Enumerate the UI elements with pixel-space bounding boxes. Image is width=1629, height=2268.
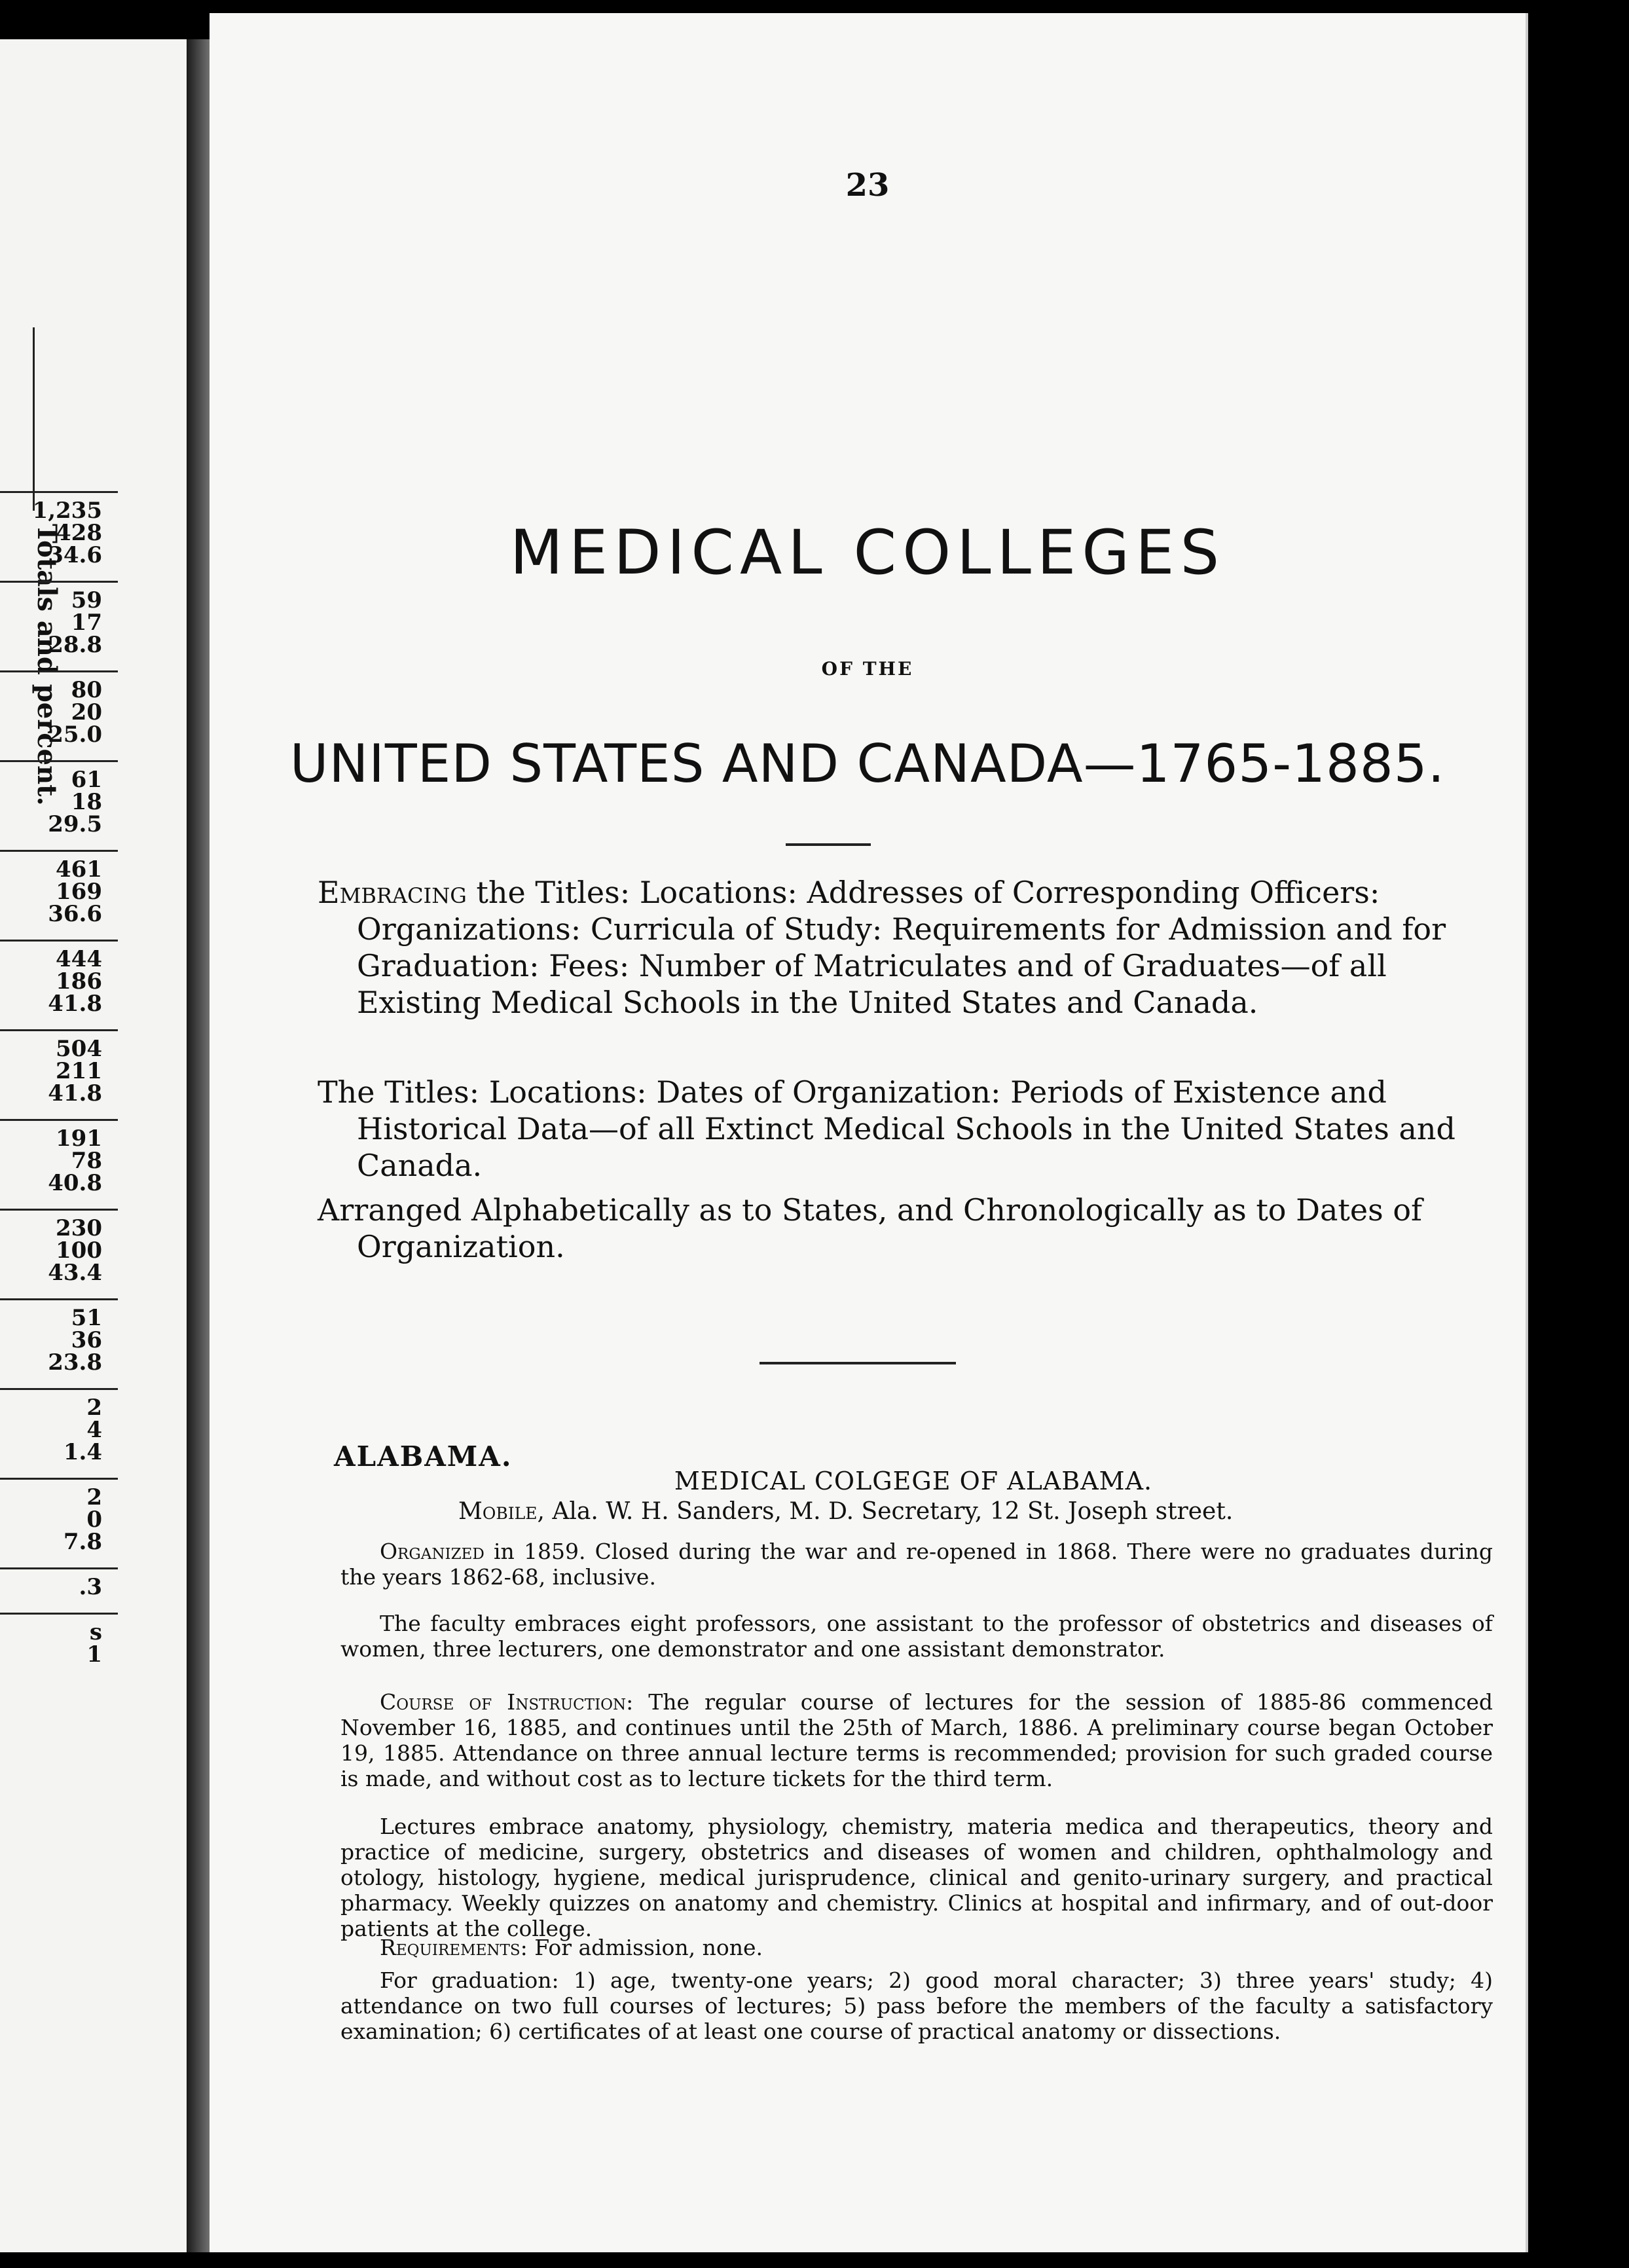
- section-lead: Course of Instruction:: [380, 1689, 634, 1715]
- left-page-edge: [0, 39, 189, 2252]
- section-faculty: [340, 1611, 1493, 1671]
- totals-group: [0, 491, 118, 581]
- section-text: The faculty embraces eight professors, one assistant to the professor of obstetrics and diseases of women, three lecturers, one demonstrator and one assistant demonstrator.: [340, 1611, 1493, 1662]
- intro-paragraph: [318, 1192, 1476, 1265]
- totals-value: 61: [71, 767, 102, 793]
- page-title: MEDICAL COLLEGES: [509, 517, 1226, 589]
- totals-value: 211: [56, 1058, 102, 1084]
- totals-group: [0, 1388, 118, 1478]
- college-city: Mobile: [458, 1498, 538, 1525]
- divider-rule: [786, 843, 871, 846]
- totals-value: 100: [56, 1237, 102, 1264]
- section-text: The regular course of lectures for the session of 1885-86 commenced November 16, 1885, and continues until the 25th of March, 1886. A preliminary course began October 19, 1885. Attendance on three annual lecture terms is recommended; provision for such graded course is made, and without cost as to lecture tickets for the third term.: [340, 1689, 1493, 1791]
- totals-value: 59: [71, 587, 102, 613]
- college-address-text: , Ala. W. H. Sanders, M. D. Secretary, 12 St. Joseph street.: [537, 1498, 1234, 1525]
- section-organized: [340, 1539, 1493, 1599]
- intro-text: the Titles: Locations: Addresses of Corresponding Officers: Organizations: Curricula of Study: Requirements for Admission and for Graduation: Fees: Number of Matriculates and of Graduates—of all Existing Medical Schools in the United States and Canada.: [357, 875, 1446, 1020]
- intro-text: The Titles: Locations: Dates of Organization: Periods of Existence and Historical Data—of all Extinct Medical Schools in the United States and Canada.: [318, 1074, 1455, 1183]
- intro-lead: Embracing: [318, 875, 467, 910]
- totals-value: 36: [71, 1327, 102, 1353]
- left-totals-table: [0, 491, 118, 1680]
- totals-value: 1,235: [32, 498, 102, 524]
- totals-value: 25.0: [48, 722, 102, 748]
- totals-group: [0, 1119, 118, 1209]
- intro-paragraph: [318, 1074, 1476, 1184]
- intro-paragraph: [318, 874, 1476, 1021]
- totals-value: 0: [86, 1507, 102, 1533]
- totals-value: 36.6: [48, 901, 102, 927]
- totals-value: 41.8: [48, 1080, 102, 1107]
- totals-value: 40.8: [48, 1170, 102, 1196]
- totals-group: [0, 940, 118, 1029]
- totals-value: 191: [56, 1125, 102, 1152]
- totals-group: [0, 1478, 118, 1567]
- totals-group: [0, 760, 118, 850]
- section-lead: Requirements:: [380, 1935, 528, 1960]
- totals-value: 1: [86, 1641, 102, 1668]
- section-requirements: [340, 1935, 1493, 1969]
- college-name: MEDICAL COLGEGE OF ALABAMA.: [674, 1467, 1153, 1495]
- column-header-text: Totals and percent.: [31, 524, 62, 806]
- right-page: [210, 13, 1528, 2252]
- page-subtitle: UNITED STATES AND CANADA—1765-1885.: [289, 733, 1446, 794]
- totals-group: [0, 1567, 118, 1613]
- totals-value: 34.6: [48, 542, 102, 568]
- totals-value: 230: [56, 1215, 102, 1241]
- section-text: For admission, none.: [527, 1935, 763, 1960]
- totals-group: [0, 1613, 118, 1680]
- totals-group: [0, 1029, 118, 1119]
- college-address: [458, 1498, 1233, 1525]
- state-heading: ALABAMA.: [334, 1440, 513, 1472]
- totals-value: 2: [86, 1484, 102, 1510]
- totals-value: 444: [56, 946, 102, 972]
- section-course: [340, 1689, 1493, 1801]
- title-connector: OF THE: [821, 658, 914, 680]
- totals-value: 23.8: [48, 1349, 102, 1376]
- totals-value: 504: [56, 1036, 102, 1062]
- totals-value: .3: [79, 1574, 102, 1600]
- totals-value: 169: [56, 879, 102, 905]
- section-text: For graduation: 1) age, twenty-one years; 2) good moral character; 3) three years' study; 4) attendance on two full courses of lectures; 5) pass before the members of the faculty a satisfactory examination; 6) certificates of at least one course of practical anatomy or dissections.: [340, 1967, 1493, 2044]
- totals-value: 7.8: [63, 1529, 102, 1555]
- totals-value: 2: [86, 1395, 102, 1421]
- totals-value: 18: [71, 789, 102, 815]
- totals-value: 461: [56, 856, 102, 883]
- totals-group: [0, 1298, 118, 1388]
- totals-group: [0, 581, 118, 670]
- totals-value: 1.4: [63, 1439, 102, 1465]
- totals-value: 28.8: [48, 632, 102, 658]
- totals-group: [0, 670, 118, 760]
- totals-group: [0, 1209, 118, 1298]
- section-lead: Organized: [380, 1539, 485, 1564]
- totals-value: 186: [56, 968, 102, 995]
- totals-value: 20: [71, 699, 102, 725]
- totals-value: 41.8: [48, 991, 102, 1017]
- section-lectures: [340, 1814, 1493, 1950]
- section-text: Lectures embrace anatomy, physiology, chemistry, materia medica and therapeutics, theory and practice of medicine, surgery, obstetrics and diseases of women and children, ophthalmology and otology, histology, hygiene, medical jurisprudence, clinical and genito-urinary surgery, and practical pharmacy. Weekly quizzes on anatomy and chemistry. Clinics at hospital and infirmary, and of out-door patients at the college.: [340, 1814, 1493, 1941]
- totals-value: 78: [71, 1148, 102, 1174]
- totals-value: 29.5: [48, 811, 102, 837]
- totals-value: 428: [56, 520, 102, 546]
- intro-text: Arranged Alphabetically as to States, and Chronologically as to Dates of Organization.: [318, 1192, 1423, 1264]
- totals-value: s: [89, 1619, 102, 1645]
- section-graduation: [340, 1967, 1493, 2053]
- totals-value: 51: [71, 1305, 102, 1331]
- totals-value: 80: [71, 677, 102, 703]
- totals-group: [0, 850, 118, 940]
- divider-rule: [760, 1362, 956, 1364]
- totals-value: 4: [86, 1417, 102, 1443]
- page-number: 23: [845, 167, 890, 204]
- totals-value: 43.4: [48, 1260, 102, 1286]
- section-text: in 1859. Closed during the war and re-opened in 1868. There were no graduates during the years 1862-68, inclusive.: [340, 1539, 1493, 1590]
- totals-value: 17: [71, 610, 102, 636]
